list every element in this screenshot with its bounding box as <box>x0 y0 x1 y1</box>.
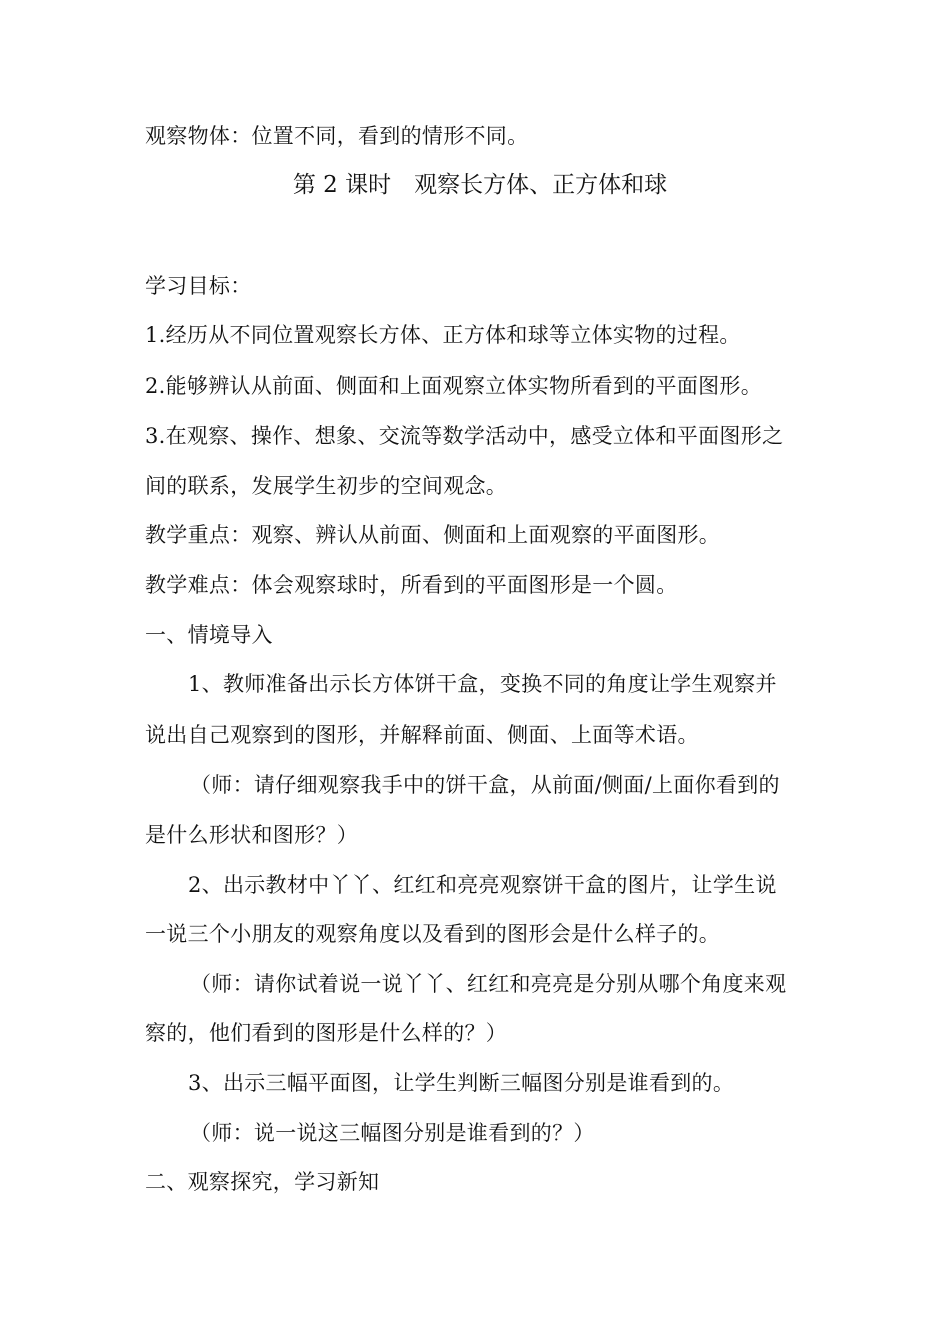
intro-line: 观察物体：位置不同，看到的情形不同。 <box>145 124 529 148</box>
step-2-line-1: 2、出示教材中丫丫、红红和亮亮观察饼干盒的图片，让学生说 <box>188 873 777 897</box>
objective-3: 3.在观察、操作、想象、交流等数学活动中，感受立体和平面图形之 <box>145 424 784 448</box>
teacher-prompt-2-line-1: （师：请你试着说一说丫丫、红红和亮亮是分别从哪个角度来观 <box>190 972 787 996</box>
step-3: 3、出示三幅平面图，让学生判断三幅图分别是谁看到的。 <box>188 1071 735 1095</box>
teacher-prompt-1-line-1: （师：请仔细观察我手中的饼干盒，从前面/侧面/上面你看到的 <box>190 773 780 797</box>
teacher-prompt-1-line-2: 是什么形状和图形？） <box>145 823 358 847</box>
teacher-prompt-3: （师：说一说这三幅图分别是谁看到的？） <box>190 1121 595 1145</box>
objective-3-continued: 间的联系，发展学生初步的空间观念。 <box>145 474 508 498</box>
key-point: 教学重点：观察、辨认从前面、侧面和上面观察的平面图形。 <box>145 523 721 547</box>
step-2-line-2: 一说三个小朋友的观察角度以及看到的图形会是什么样子的。 <box>145 922 721 946</box>
section-2-heading: 二、观察探究，学习新知 <box>145 1170 380 1194</box>
teacher-prompt-2-line-2: 察的，他们看到的图形是什么样的？） <box>145 1021 508 1045</box>
objectives-heading: 学习目标： <box>145 274 252 298</box>
step-1-line-2: 说出自己观察到的图形，并解释前面、侧面、上面等术语。 <box>145 723 699 747</box>
section-1-heading: 一、情境导入 <box>145 623 273 647</box>
difficulty: 教学难点：体会观察球时，所看到的平面图形是一个圆。 <box>145 573 678 597</box>
objective-2: 2.能够辨认从前面、侧面和上面观察立体实物所看到的平面图形。 <box>145 374 763 398</box>
step-1-line-1: 1、教师准备出示长方体饼干盒，变换不同的角度让学生观察并 <box>188 672 777 696</box>
lesson-title: 第 2 课时 观察长方体、正方体和球 <box>292 172 668 198</box>
objective-1: 1.经历从不同位置观察长方体、正方体和球等立体实物的过程。 <box>145 323 741 347</box>
